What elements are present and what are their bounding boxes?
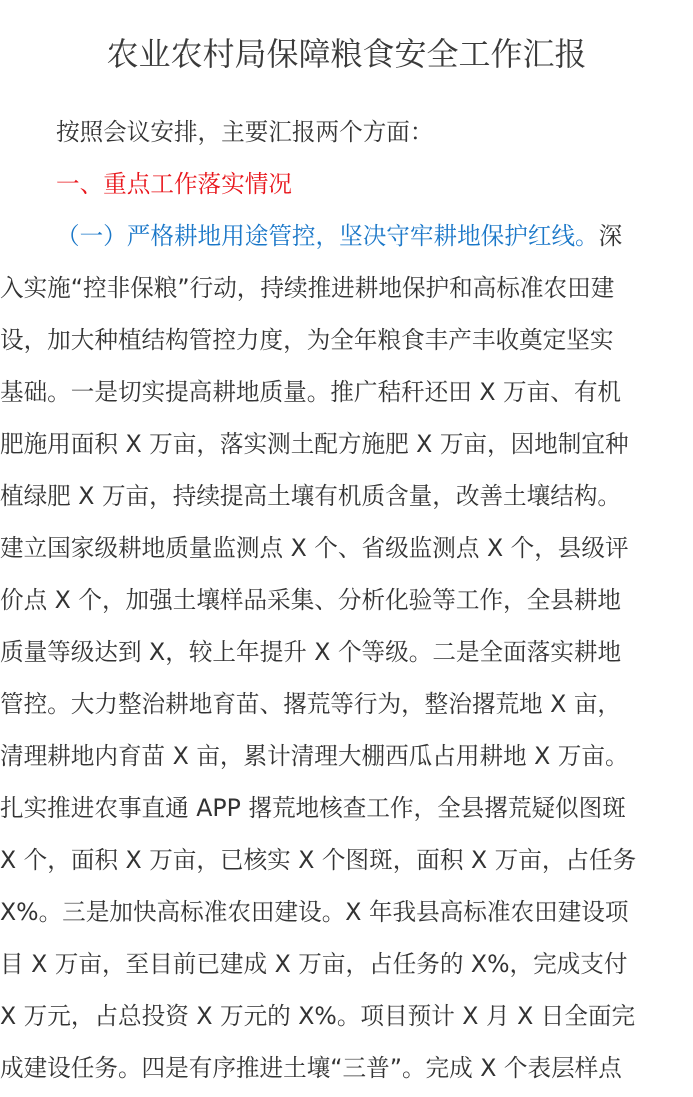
body-line: 基础。一是切实提高耕地质量。推广秸秆还田 X 万亩、有机 (0, 378, 622, 406)
body-line: 植绿肥 X 万亩，持续提高土壤有机质含量，改善土壤结构。 (0, 482, 622, 510)
body-line: 建立国家级耕地质量监测点 X 个、省级监测点 X 个，县级评 (0, 534, 629, 562)
subsection-heading: （一）严格耕地用途管控，坚决守牢耕地保护红线。 (56, 222, 599, 250)
body-line: X%。三是加快高标准农田建设。X 年我县高标准农田建设项 (0, 898, 629, 926)
body-line: 目 X 万亩，至目前已建成 X 万亩，占任务的 X%，完成支付 (0, 950, 628, 978)
intro-paragraph: 按照会议安排，主要汇报两个方面： (56, 118, 434, 146)
subsection-line (0, 210, 693, 262)
section-heading: 一、重点工作落实情况 (56, 170, 292, 198)
body-line: 成建设任务。四是有序推进土壤“三普”。完成 X 个表层样点 (0, 1054, 622, 1082)
body-line: 清理耕地内育苗 X 亩，累计清理大棚西瓜占用耕地 X 万亩。 (0, 742, 629, 770)
subsection-tail: 深 (598, 222, 623, 250)
body-line: 肥施用面积 X 万亩，落实测土配方施肥 X 万亩，因地制宜种 (0, 430, 629, 458)
body-line: 管控。大力整治耕地育苗、撂荒等行为，整治撂荒地 X 亩， (0, 690, 622, 718)
body-line: 设，加大种植结构管控力度，为全年粮食丰产丰收奠定坚实 (0, 326, 614, 354)
body-line: 入实施“控非保粮”行动，持续推进耕地保护和高标准农田建 (0, 274, 615, 302)
body-line: X 万元，占总投资 X 万元的 X%。项目预计 X 月 X 日全面完 (0, 1002, 636, 1030)
body-line: X 个，面积 X 万亩，已核实 X 个图斑，面积 X 万亩，占任务 (0, 846, 637, 874)
body-line: 扎实推进农事直通 APP 撂荒地核查工作，全县撂荒疑似图斑 (0, 794, 626, 822)
document-title: 农业农村局保障粮食安全工作汇报 (106, 35, 587, 73)
body-line: 价点 X 个，加强土壤样品采集、分析化验等工作，全县耕地 (0, 586, 622, 614)
body-line: 质量等级达到 X，较上年提升 X 个等级。二是全面落实耕地 (0, 638, 622, 666)
